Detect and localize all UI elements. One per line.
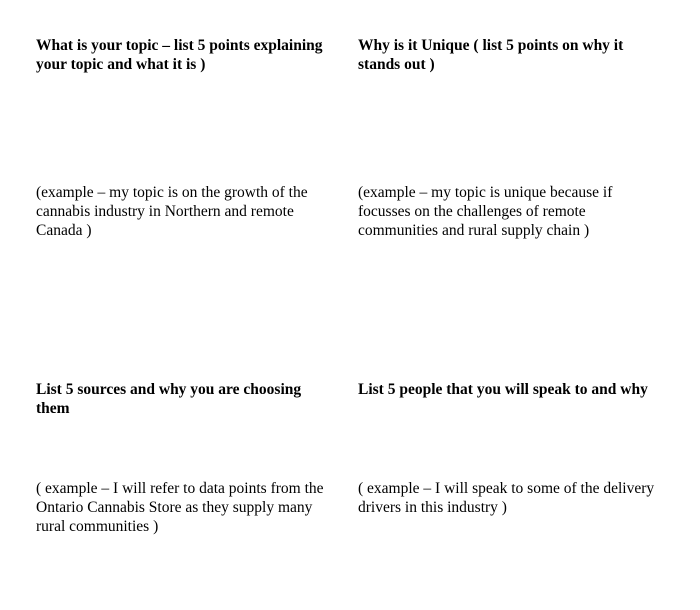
people-heading: List 5 people that you will speak to and why xyxy=(358,381,648,398)
sources-example: ( example – I will refer to data points from the Ontario Cannabis Store as they supply many rural communities ) xyxy=(36,480,324,535)
topic-heading: What is your topic – list 5 points explaining your topic and what it is ) xyxy=(36,37,323,73)
people-example: ( example – I will speak to some of the delivery drivers in this industry ) xyxy=(358,480,655,516)
topic-example: (example – my topic is on the growth of the cannabis industry in Northern and remote Canada ) xyxy=(36,184,308,239)
sources-heading: List 5 sources and why you are choosing them xyxy=(36,381,302,417)
uniqueness-example: (example – my topic is unique because if focusses on the challenges of remote communities and rural supply chain ) xyxy=(358,184,613,239)
uniqueness-heading: Why is it Unique ( list 5 points on why it stands out ) xyxy=(358,37,624,73)
